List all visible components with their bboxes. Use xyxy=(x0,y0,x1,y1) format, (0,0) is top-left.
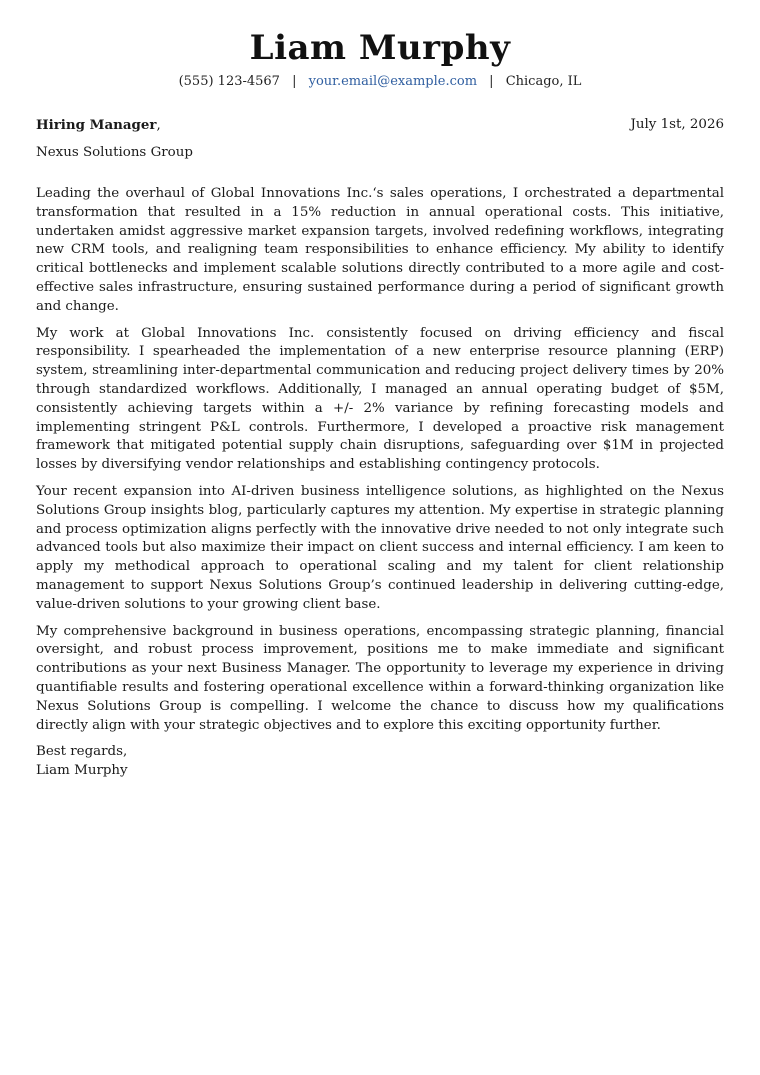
closing-salutation: Best regards, xyxy=(36,744,128,760)
body-paragraph: My comprehensive background in business operations, encompassing strategic planning, financial oversight, and robust process improvement, positions me to make immediate and significant contributions as your next Business Manager. The opportunity to leverage my experience in driving quantifiable results and fostering operational excellence within a forward-thinking organization like Nexus Solutions Group is compelling. I welcome the chance to discuss how my qualifications directly align with your strategic objectives and to explore this exciting opportunity further. xyxy=(36,623,724,733)
letter-closing xyxy=(36,743,724,781)
contact-separator: | xyxy=(292,74,297,89)
recipient-company: Nexus Solutions Group xyxy=(36,145,193,160)
applicant-name: Liam Murphy xyxy=(249,28,511,68)
contact-line xyxy=(36,73,724,91)
letter-date: July 1st, 2026 xyxy=(630,117,724,132)
body-paragraph: My work at Global Innovations Inc. consistently focused on driving efficiency and fiscal responsibility. I spearheaded the implementation of a new enterprise resource planning (ERP) system, streamlining inter-departmental communication and reducing project delivery times by 20% through standardized workflows. Additionally, I managed an annual operating budget of $5M, consistently achieving targets within a +/- 2% variance by refining forecasting models and implementing stringent P&L controls. Furthermore, I developed a proactive risk management framework that mitigated potential supply chain disruptions, safeguarding over $1M in projected losses by diversifying vendor relationships and establishing contingency protocols. xyxy=(36,325,724,473)
body-paragraph: Your recent expansion into AI-driven business intelligence solutions, as highlighted on the Nexus Solutions Group insights blog, particularly captures my attention. My expertise in strategic planning and process optimization aligns perfectly with the innovative drive needed to not only integrate such advanced tools but also maximize their impact on client success and internal efficiency. I am keen to apply my methodical approach to operational scaling and my talent for client relationship management to support Nexus Solutions Group’s continued leadership in delivering cutting-edge, value-driven solutions to your growing client base. xyxy=(36,483,724,612)
phone-number: (555) 123-4567 xyxy=(178,74,280,89)
location: Chicago, IL xyxy=(505,74,582,89)
recipient-date-row xyxy=(36,116,724,135)
recipient-title-comma: , xyxy=(156,118,161,133)
recipient-title xyxy=(36,116,161,135)
contact-separator: | xyxy=(489,74,494,89)
letter-body xyxy=(36,185,724,735)
body-paragraph: Leading the overhaul of Global Innovations Inc.‘s sales operations, I orchestrated a departmental transformation that resulted in a 15% reduction in annual operational costs. This initiative, undertaken amidst aggressive market expansion targets, involved redefining workflows, integrating new CRM tools, and realigning team responsibilities to enhance efficiency. My ability to identify critical bottlenecks and implement scalable solutions directly contributed to a more agile and cost-effective sales infrastructure, ensuring sustained performance during a period of significant growth and change. xyxy=(36,186,724,314)
email-link[interactable]: your.email@example.com xyxy=(308,74,478,89)
closing-signature: Liam Murphy xyxy=(36,763,128,779)
recipient-title-text: Hiring Manager xyxy=(36,117,157,133)
